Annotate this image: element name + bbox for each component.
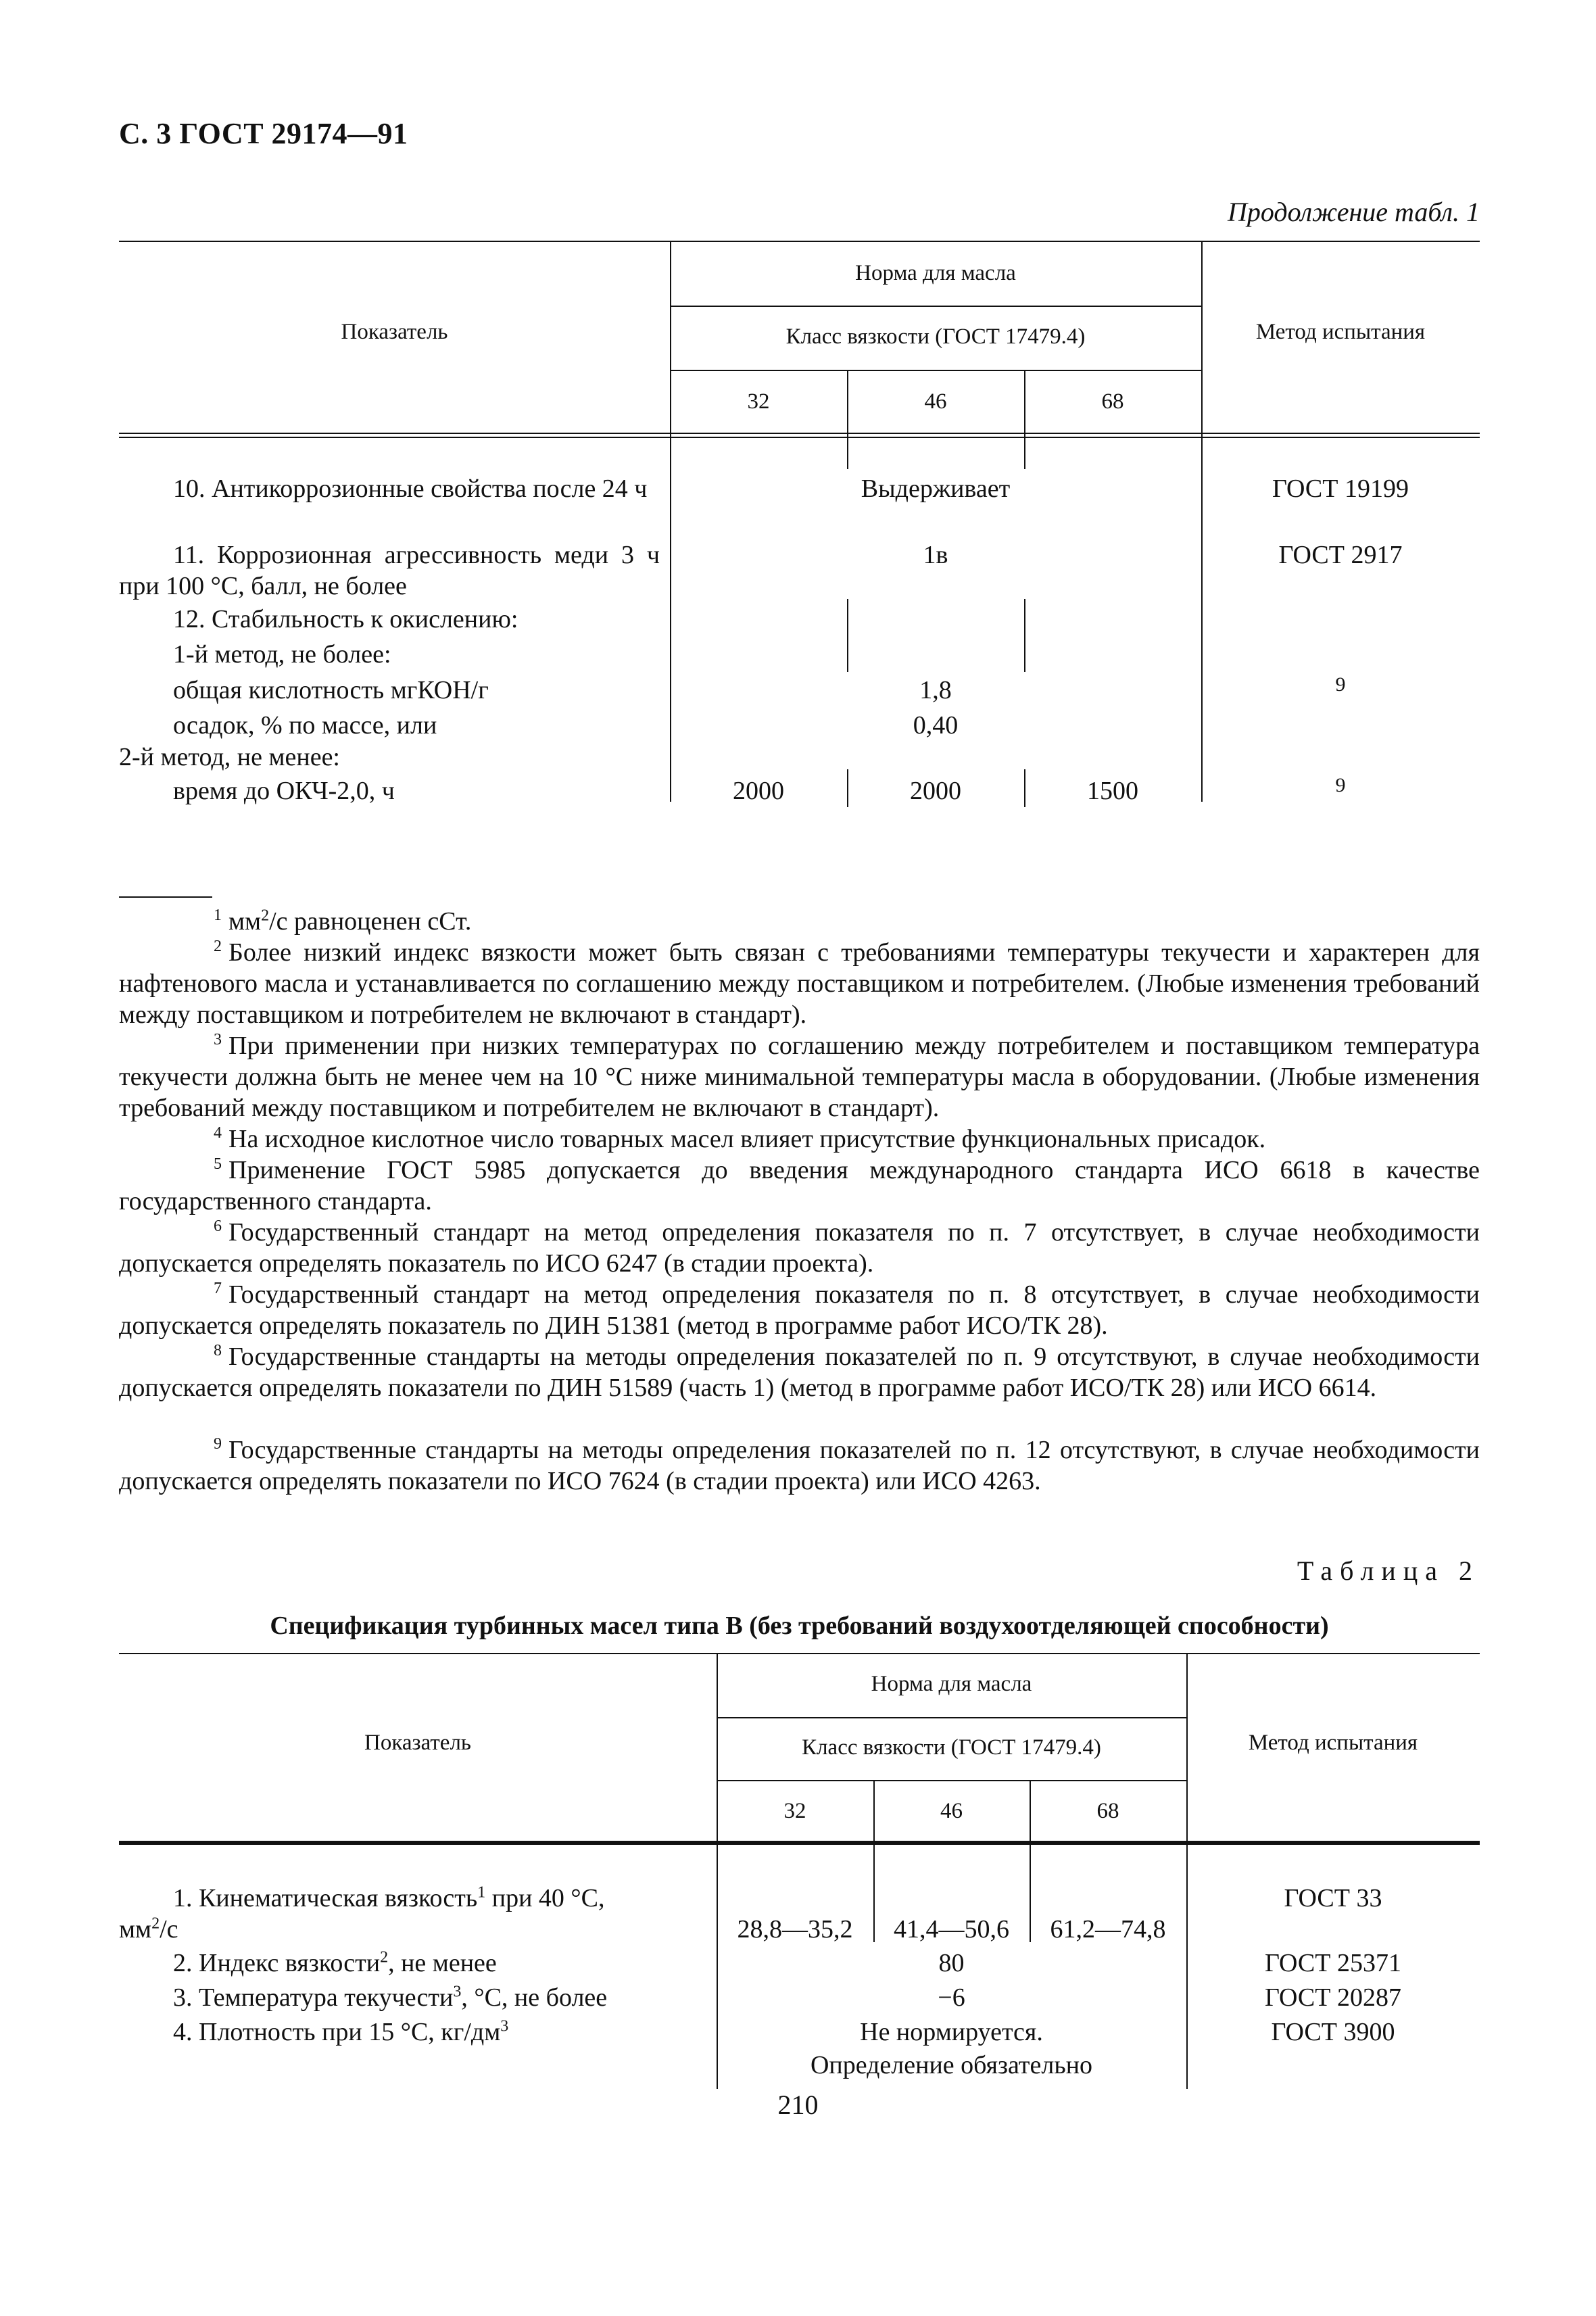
row-12-sediment-value: 0,40: [913, 711, 959, 740]
page-number: 210: [777, 2090, 819, 2120]
row-11-method: ГОСТ 2917: [1278, 541, 1403, 569]
row-12-acidity-value: 1,8: [919, 676, 952, 704]
footnote-marker: 4: [214, 1124, 222, 1142]
footnote-marker: 5: [214, 1155, 222, 1174]
table1-divider: [670, 370, 1201, 371]
table-continuation-label: Продолжение табл. 1: [1227, 197, 1480, 227]
row-12-time-46: 2000: [910, 777, 961, 805]
footnote-marker: 9: [214, 1435, 222, 1453]
row-12-time-32: 2000: [733, 777, 784, 805]
footnote-text: Государственный стандарт на метод определения показателя по п. 8 отсутствует, в случае необходимости допускается определять показатель по ДИН 51381 (метод в программе работ ИСО/ТК 28).: [119, 1280, 1480, 1340]
column-header-class-46: 46: [940, 1799, 963, 1823]
row-10-label: 10. Антикоррозионные свойства после 24 ч: [173, 475, 648, 503]
row-4-value-line2: Определение обязательно: [810, 2051, 1093, 2079]
column-header-norm: Норма для масла: [871, 1672, 1032, 1696]
footnote-text: Более низкий индекс вязкости может быть связан с требованиями температуры текучести и характерен для нафтенового масла и устанавливается по соглашению между поставщиком и потребителем. (Любые изменения требований между поставщиком и потребителем не включают в стандарт).: [119, 938, 1480, 1029]
row-12-acidity-label: общая кислотность мгКОН/г: [173, 676, 489, 704]
footnote-9: [119, 1434, 1480, 1497]
table1-top-rule: [119, 241, 1480, 242]
row-1-value-46: 41,4—50,6: [894, 1915, 1009, 1944]
row-1-label: 1. Кинематическая вязкость$^1$ при 40 °С,: [173, 1883, 605, 1912]
column-header-class: Класс вязкости (ГОСТ 17479.4): [802, 1735, 1101, 1760]
table2-header-rule: [119, 1841, 1480, 1845]
footnote-5: [119, 1155, 1480, 1217]
column-header-norm: Норма для масла: [855, 261, 1016, 285]
table1-header-rule: [119, 433, 1480, 434]
footnote-separator: [119, 896, 212, 898]
table2-divider: [717, 1780, 1186, 1781]
row-1-value-68: 61,2—74,8: [1050, 1915, 1166, 1944]
column-header-class-68: 68: [1096, 1799, 1119, 1823]
table1-divider: [847, 370, 848, 469]
footnote-marker: 8: [214, 1342, 222, 1360]
footnote-4: [119, 1124, 1480, 1155]
row-2-value: 80: [938, 1949, 965, 1977]
footnote-3: [119, 1030, 1480, 1124]
footnote-text: Государственные стандарты на методы определения показателей по п. 12 отсутствуют, в случае необходимости допускается определять показатели по ИСО 7624 (в стадии проекта) или ИСО 4263.: [119, 1436, 1480, 1495]
table1-divider: [1024, 370, 1025, 469]
row-11-value: 1в: [923, 541, 948, 569]
footnote-text: $мм^2/с$ равноценен сСт.: [228, 907, 472, 936]
row-12-method1: 1-й метод, не более:: [173, 640, 391, 669]
row-1-value-32: 28,8—35,2: [737, 1915, 853, 1944]
footnote-marker: 1: [214, 907, 222, 925]
footnote-text: На исходное кислотное число товарных масел влияет присутствие функциональных присадок.: [228, 1125, 1266, 1153]
column-header-class: Класс вязкости (ГОСТ 17479.4): [785, 324, 1086, 349]
table2-top-rule: [119, 1653, 1480, 1654]
footnote-2: [119, 937, 1480, 1030]
row-2-method: ГОСТ 25371: [1265, 1949, 1401, 1977]
row-1-method: ГОСТ 33: [1284, 1884, 1382, 1912]
footnote-1: [119, 906, 1480, 937]
row-3-value: −6: [938, 1983, 965, 2012]
row-4-value-line1: Не нормируется.: [860, 2018, 1043, 2046]
row-12-acidity-method: 9: [1335, 673, 1346, 696]
column-header-class-46: 46: [924, 389, 947, 414]
row-3-method: ГОСТ 20287: [1265, 1983, 1401, 2012]
row-3-label: 3. Температура текучести$^3$, °С, не более: [173, 1983, 608, 2012]
footnote-6: [119, 1217, 1480, 1279]
footnote-marker: 3: [214, 1031, 222, 1049]
row-12-time-68: 1500: [1087, 777, 1138, 805]
column-header-indicator: Показатель: [364, 1731, 471, 1755]
footnote-8: [119, 1341, 1480, 1403]
footnote-text: Государственные стандарты на методы определения показателей по п. 9 отсутствуют, в случае необходимости допускается определять показатели по ДИН 51589 (часть 1) (метод в программе работ ИСО/ТК 28) или ИСО 6614.: [119, 1343, 1480, 1402]
footnote-marker: 7: [214, 1280, 222, 1298]
table2-title: Спецификация турбинных масел типа В (без требований воздухоотделяющей способности): [270, 1612, 1329, 1640]
row-12-time-label: время до ОКЧ-2,0, ч: [173, 777, 395, 805]
column-header-class-68: 68: [1101, 389, 1124, 414]
footnote-text: Применение ГОСТ 5985 допускается до введения международного стандарта ИСО 6618 в качестве государственного стандарта.: [119, 1156, 1480, 1215]
footnote-7: [119, 1279, 1480, 1341]
column-header-method: Метод испытания: [1255, 320, 1426, 344]
column-header-indicator: Показатель: [341, 320, 448, 344]
footnote-text: Государственный стандарт на метод определения показателя по п. 7 отсутствует, в случае необходимости допускается определять показатель по ИСО 6247 (в стадии проекта).: [119, 1218, 1480, 1278]
row-12-time-method: 9: [1335, 774, 1346, 796]
row-1-unit: $мм^2/с$: [119, 1914, 178, 1944]
table1-header-rule: [119, 437, 1480, 438]
row-10-value: Выдерживает: [861, 475, 1011, 503]
row-4-method: ГОСТ 3900: [1271, 2018, 1395, 2046]
footnote-marker: 2: [214, 938, 222, 956]
table1-divider: [670, 306, 1201, 307]
row-2-label: 2. Индекс вязкости$^2$, не менее: [173, 1948, 497, 1977]
row-10-method: ГОСТ 19199: [1272, 475, 1409, 503]
table2-divider: [717, 1717, 1186, 1718]
row-4-label: 4. Плотность при 15 °С, $кг/дм^3$: [173, 2017, 509, 2046]
row-11-label: 11. Коррозионная агрессивность меди 3 ч при 100 °С, балл, не более: [119, 541, 660, 600]
column-header-class-32: 32: [747, 389, 770, 414]
footnote-marker: 6: [214, 1217, 222, 1236]
footnote-text: При применении при низких температурах по соглашению между потребителем и поставщиком температура текучести должна быть не менее чем на 10 °С ниже минимальной температуры масла в оборудовании. (Любые изменения требований между поставщиком и потребителем не включают в стандарт).: [119, 1032, 1480, 1122]
table2-label: Таблица 2: [1297, 1555, 1480, 1586]
table1-divider: [1024, 599, 1025, 672]
row-12-sediment-label: осадок, % по массе, или: [173, 711, 437, 740]
page-header: С. 3 ГОСТ 29174—91: [119, 117, 408, 150]
column-header-method: Метод испытания: [1248, 1731, 1418, 1755]
row-12-label: 12. Стабильность к окислению:: [173, 605, 518, 633]
table1-divider: [847, 599, 848, 672]
column-header-class-32: 32: [783, 1799, 806, 1823]
row-12-method2: 2-й метод, не менее:: [119, 743, 340, 771]
